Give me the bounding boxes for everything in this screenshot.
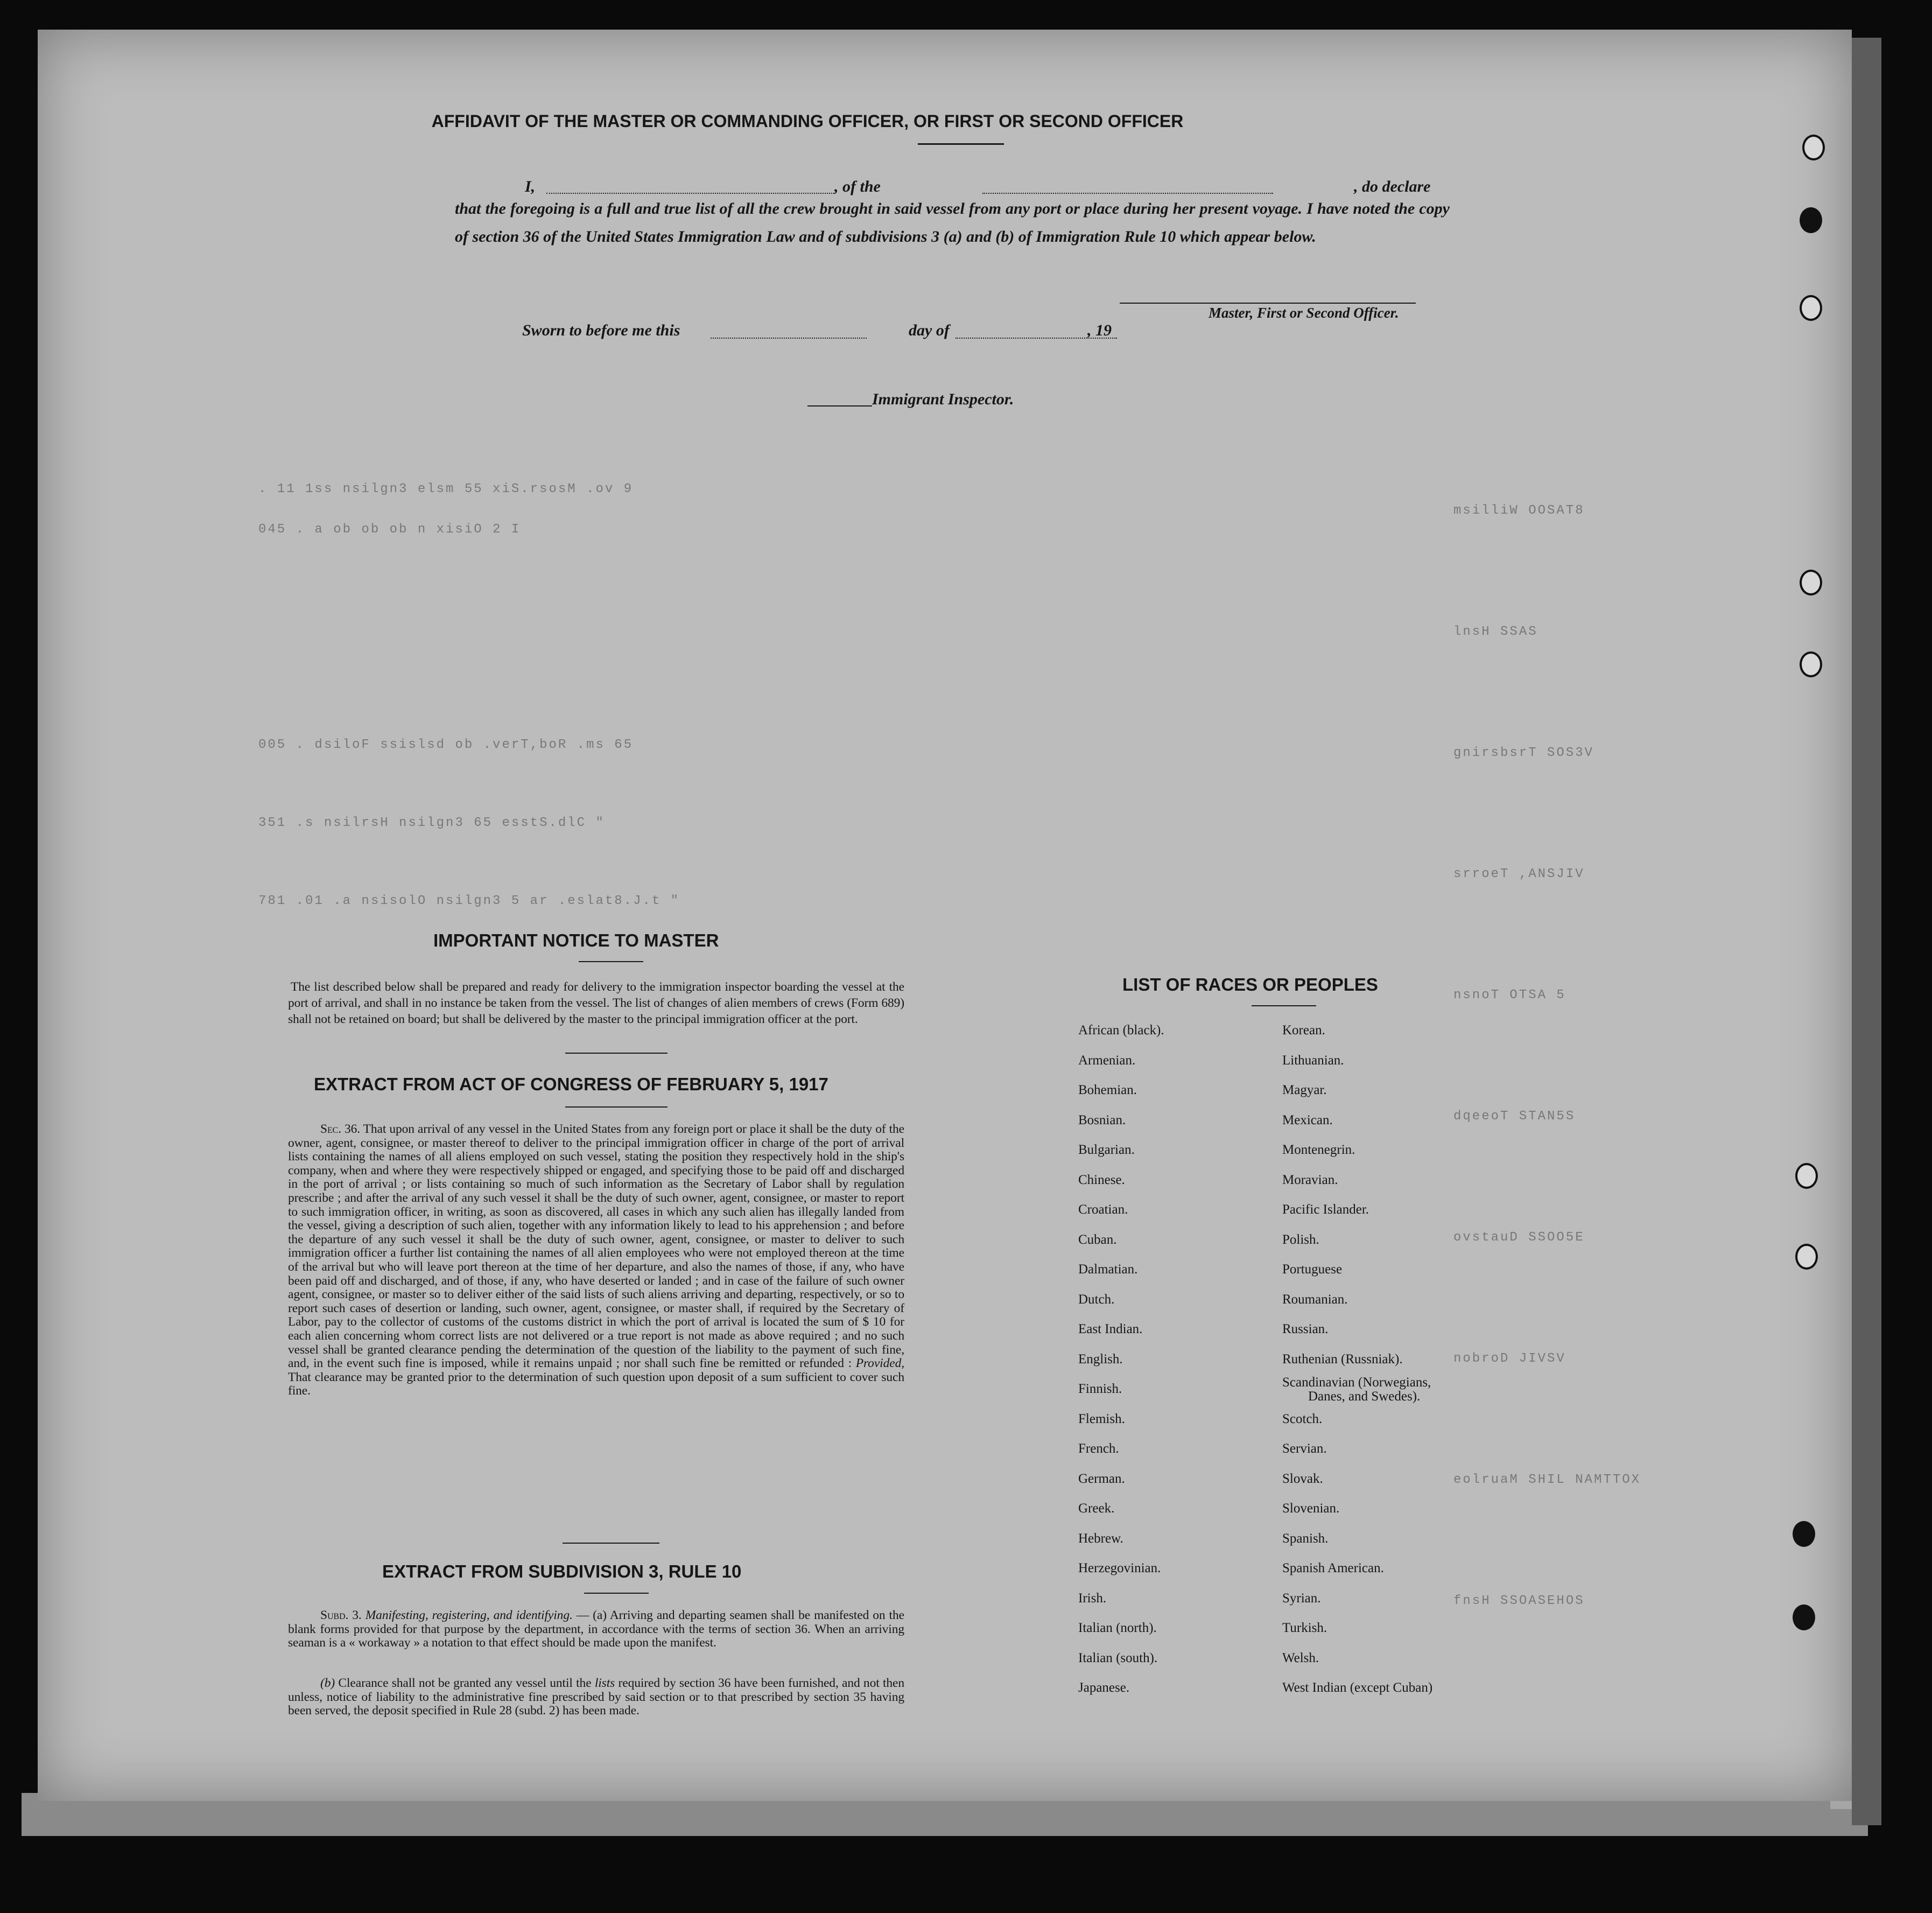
part-b-lists: lists [594,1676,615,1690]
affidavit-title: AFFIDAVIT OF THE MASTER OR COMMANDING OFFICER, OR FIRST OR SECOND OFFICER [431,111,1184,131]
inspector-signature-line [807,405,872,407]
race-item: Finnish. [1078,1382,1122,1396]
declaration-of-the: , of the [834,178,881,195]
race-item: Irish. [1078,1590,1107,1606]
races-title: LIST OF RACES OR PEOPLES [1122,975,1378,994]
punch-hole [1795,1163,1818,1189]
races-underline [1252,1005,1316,1006]
bleed-through-text: lnsH SSAS [1453,625,1538,639]
part-b-label: (b) [320,1676,335,1690]
act-extract-underline [565,1106,668,1108]
punch-hole [1800,207,1822,233]
race-item: East Indian. [1078,1322,1143,1336]
bleed-through-text: srroeT ,ANSJIV [1453,867,1585,881]
race-item: Dalmatian. [1078,1262,1138,1277]
race-item: Slovenian. [1282,1501,1340,1516]
part-b-text-1: Clearance shall not be granted any vessel until the [338,1676,592,1690]
declaration-prefix: I, [525,178,536,195]
master-signature-label: Master, First or Second Officer. [1209,305,1399,321]
race-item: Dutch. [1078,1292,1115,1307]
rule-extract-part-a [288,1609,904,1650]
race-item: Japanese. [1078,1680,1130,1695]
bleed-through-text: gnirsbsrT SOS3V [1453,746,1594,760]
race-item: African (black). [1078,1023,1164,1038]
sworn-day-blank [711,338,867,339]
race-item: Hebrew. [1078,1531,1123,1546]
vessel-blank-line [982,193,1273,194]
race-item: Roumanian. [1282,1292,1348,1307]
race-item: Bulgarian. [1078,1143,1135,1157]
part-a-text: Arriving and departing seamen shall be manifested on the blank forms provided for that purpose by the department, in accordance with the terms of section 36. When an arriving seaman is a « workaway » a notation to that effect should be made upon the manifest. [288,1608,904,1650]
punch-hole [1800,570,1822,595]
race-item: Pacific Islander. [1282,1202,1369,1217]
bleed-through-text: 781 .01 .a nsisolO nsilgn3 5 ar .eslat8.J.t " [258,894,680,908]
race-item: Italian (south). [1078,1650,1158,1665]
declaration-suffix: , do declare [1354,178,1431,195]
race-item: Ruthenian (Russniak). [1282,1351,1403,1367]
notice-underline [579,961,643,962]
race-item: Magyar. [1282,1083,1327,1097]
notice-separator [565,1053,668,1054]
paper-right-shadow [1852,38,1881,1825]
race-item-continuation: Danes, and Swedes). [1308,1389,1421,1404]
name-blank-line [546,193,834,194]
bleed-through-text: eolruaM SHIL NAMTTOX [1453,1473,1641,1487]
punch-hole [1800,651,1822,677]
race-item: French. [1078,1441,1119,1456]
rule-extract-underline [584,1593,649,1594]
inspector-label: Immigrant Inspector. [872,390,1014,408]
race-item: Chinese. [1078,1172,1125,1187]
race-item: Russian. [1282,1322,1329,1336]
race-item: Turkish. [1282,1621,1327,1635]
rule-extract-title: EXTRACT FROM SUBDIVISION 3, RULE 10 [382,1561,742,1581]
bleed-through-text: 045 . a ob ob ob n xisiO 2 I [258,522,521,537]
sworn-prefix: Sworn to before me this [522,321,680,339]
race-item: Scotch. [1282,1411,1323,1426]
race-item: Flemish. [1078,1411,1125,1426]
rule-extract-part-b [288,1677,904,1718]
sworn-year: , 19 [1087,321,1112,339]
provided-word: Provided, [855,1356,904,1371]
race-item: German. [1078,1471,1125,1486]
race-item: Spanish American. [1282,1561,1384,1575]
race-item: Greek. [1078,1501,1115,1516]
race-item: Armenian. [1078,1053,1136,1068]
bleed-through-text: 351 .s nsilrsH nsilgn3 65 esstS.dlC " [258,816,605,830]
signature-line [1120,303,1416,304]
bleed-through-text: msilliW OOSAT8 [1453,503,1585,518]
race-item: Lithuanian. [1282,1053,1344,1068]
bleed-through-text: nobroD JIVSV [1453,1351,1566,1366]
race-item: Welsh. [1282,1650,1319,1665]
document-page [38,30,1852,1801]
bleed-through-text: nsnoT OTSA 5 [1453,988,1566,1003]
sworn-day-of: day of [909,321,950,339]
punch-hole [1795,1244,1818,1270]
affidavit-paragraph: that the foregoing is a full and true list of all the crew brought in said vessel from any port or place during her present voyage. I have noted the copy of section 36 of the United States Immigration Law and of subdivisions 3 (a) and (b) of Immigration Rule 10 which appear below. [455,200,1450,246]
race-item: English. [1078,1351,1123,1367]
bleed-through-text: dqeeoT STAN5S [1453,1109,1576,1124]
punch-hole [1800,295,1822,321]
race-item: Montenegrin. [1282,1143,1355,1157]
race-item: Cuban. [1078,1232,1117,1247]
race-item: Korean. [1282,1023,1325,1038]
rule-heading: Manifesting, registering, and identifying. [365,1608,573,1622]
punch-hole [1793,1521,1815,1547]
act-extract-text [288,1123,904,1398]
act-extract-title: EXTRACT FROM ACT OF CONGRESS OF FEBRUARY 5, 1917 [314,1074,828,1094]
race-item: Slovak. [1282,1471,1323,1486]
bleed-through-text: . 11 1ss nsilgn3 elsm 55 xiS.rsosM .ov 9 [258,482,634,496]
punch-hole [1802,135,1825,160]
race-item: Servian. [1282,1441,1327,1456]
race-item: Syrian. [1282,1590,1321,1606]
race-item: Italian (north). [1078,1621,1157,1635]
bleed-through-text: ovstauD SSOO5E [1453,1230,1585,1245]
act-extract-body: That upon arrival of any vessel in the United States from any foreign port or place it shall be the duty of the owner, agent, consignee, or master thereof to deliver to the principal immigration officer in charge of the port of arrival lists containing the names of all aliens employed on such vessel, stating the position they respectively hold in the ship's company, when and where they were respectively shipped or engaged, and specifying those to be paid off and discharged in the port of arrival ; or lists containing so much of such information as the Secretary of Labor shall by regulation prescribe ; and after the arrival of any such vessel it shall be the duty of such owner, agent, consignee, or master to report to such immigration officer, in writing, as soon as discovered, all cases in which any such alien has illegally landed from the vessel, giving a description of such alien, together with any information likely to lead to his apprehension ; and before the departure of any such vessel it shall be the duty of such owner, agent, consignee, or master to deliver to such immigration officer a further list containing the names of all alien employees who were not employed thereon at the time of the arrival but who will leave port thereon at the time of her departure, and also the names of those, if any, who have been paid off and discharged, and of those, if any, who have deserted or landed ; and in case of the failure of such owner agent, consignee, or master so to deliver either of the said lists of such aliens arriving and departing, respectively, or so to report such cases of desertion or landing, such owner, agent, consignee, or master shall, if required by the Secretary of Labor, pay to the collector of customs of the customs district in which the port of arrival is located the sum of $ 10 for each alien concerning whom correct lists are not delivered or a true report is not made as above required ; and no such vessel shall be granted clearance pending the determination of the question of the liability to the payment of such fine, and, in the event such fine is imposed, while it remains unpaid ; nor shall such fine be remitted or refunded : [288,1122,904,1371]
notice-text: The list described below shall be prepared and ready for delivery to the immigration inspector boarding the vessel at the port of arrival, and shall in no instance be taken from the vessel. The list of changes of alien members of crews (Form 689) shall not be retained on board; but shall be delivered by the master to the principal immigration officer at the port. [288,980,904,1026]
race-item: Croatian. [1078,1202,1128,1217]
title-underline [918,143,1004,145]
race-item: Bosnian. [1078,1112,1126,1127]
bleed-through-text: 005 . dsiloF ssislsd ob .verT,boR .ms 65 [258,738,634,752]
part-a-label: — (a) [576,1608,607,1622]
punch-hole [1793,1604,1815,1630]
race-item: Mexican. [1282,1112,1333,1127]
sec-label: Sec. 36. [320,1122,361,1136]
race-item: Moravian. [1282,1172,1338,1187]
race-item: Polish. [1282,1232,1319,1247]
notice-title: IMPORTANT NOTICE TO MASTER [433,930,719,950]
bleed-through-text: fnsH SSOASEHOS [1453,1594,1585,1608]
act-extract-separator [563,1543,659,1544]
race-item: Herzegovinian. [1078,1561,1161,1575]
race-item: Portuguese [1282,1262,1343,1277]
part-b-text-2: required by section 36 have been furnished, and not then unless, notice of liability to the administrative fine prescribed by said section or to that prescribed by section 35 having been served, the deposit specified in Rule 28 (subd. 2) has been made. [288,1676,905,1718]
race-item: Spanish. [1282,1531,1329,1546]
act-extract-end: That clearance may be granted prior to the determination of such question upon deposit of a sum sufficient to cover such fine. [288,1370,904,1398]
race-item: Scandinavian (Norwegians, [1282,1375,1431,1390]
race-item: Bohemian. [1078,1083,1137,1097]
race-item: West Indian (except Cuban) [1282,1680,1433,1695]
subd-label: Subd. 3. [320,1608,362,1622]
